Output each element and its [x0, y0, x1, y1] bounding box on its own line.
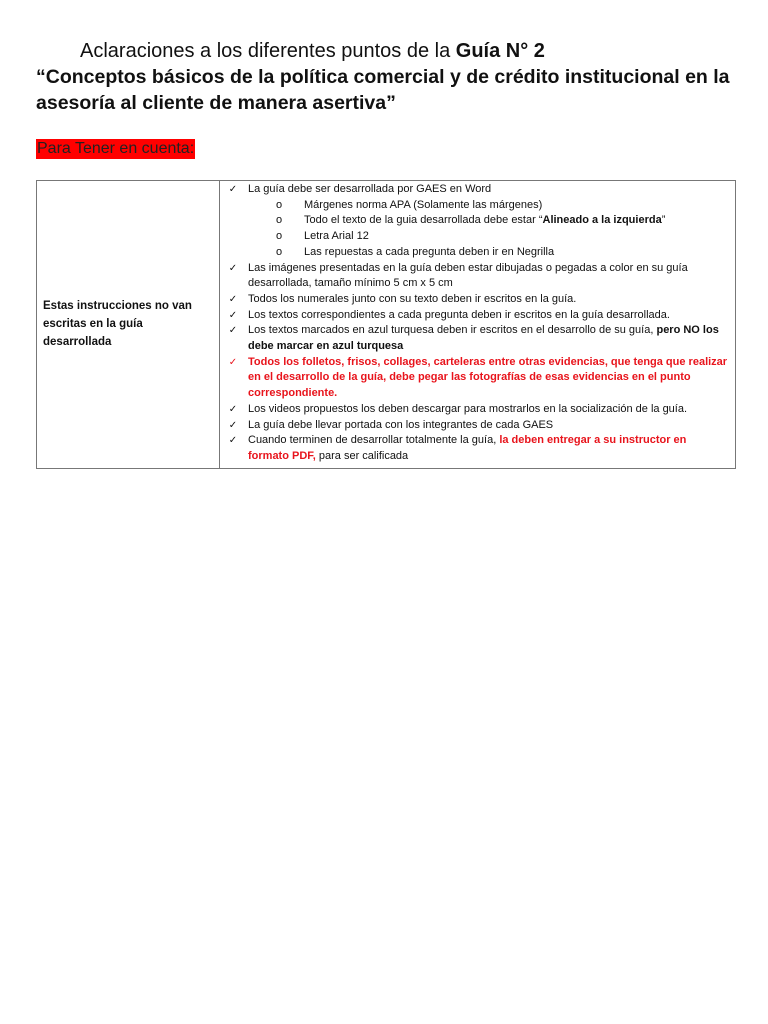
item-text: Los textos marcados en azul turquesa deben ir escritos en el desarrollo de su guía,: [248, 324, 657, 337]
check-icon: ✓: [228, 403, 238, 415]
check-icon: ✓: [228, 356, 238, 368]
check-icon: ✓: [228, 293, 238, 305]
sub-item-text: Letra Arial 12: [304, 230, 369, 243]
sub-list-item: [248, 245, 729, 261]
list-item: [226, 182, 729, 261]
guide-subtitle: “Conceptos básicos de la política comercial y de crédito institucional en la asesoría al cliente de manera asertiva”: [36, 66, 730, 114]
instructions-note-cell: Estas instrucciones no van escritas en la guía desarrollada: [37, 181, 220, 469]
list-item: [226, 261, 729, 292]
check-icon: ✓: [228, 309, 238, 321]
heading-prefix: Aclaraciones a los diferentes puntos de la: [80, 40, 456, 62]
sub-item-text: Las repuestas a cada pregunta deben ir en Negrilla: [304, 245, 555, 258]
item-text: La guía debe ser desarrollada por GAES en Word: [248, 183, 492, 195]
sub-list-item: [248, 229, 729, 245]
circle-bullet-icon: o: [276, 214, 283, 227]
item-text: Los textos correspondientes a cada pregunta deben ir escritos en la guía desarrollada.: [248, 308, 670, 321]
notice-label: Para Tener en cuenta:: [37, 140, 195, 157]
sub-item-text: Márgenes norma APA (Solamente las márgenes): [304, 198, 543, 211]
instructions-list: [226, 182, 729, 465]
sub-list-item: [248, 198, 729, 214]
item-bold-text: pero NO los debe marcar en azul turquesa: [248, 324, 719, 353]
instructions-list-cell: [220, 181, 736, 469]
check-icon: ✓: [228, 419, 238, 431]
sub-item-suffix: ”: [661, 214, 666, 227]
item-suffix: para ser calificada: [315, 449, 409, 462]
item-text: Cuando terminen de desarrollar totalmente la guía,: [248, 434, 500, 447]
list-item: [226, 355, 729, 402]
check-icon: ✓: [228, 262, 238, 274]
item-text: Los videos propuestos los deben descargar para mostrarlos en la socialización de la guía.: [248, 402, 688, 415]
sub-item-text: Todo el texto de la guia desarrollada debe estar “: [304, 214, 543, 227]
list-item: [226, 418, 729, 434]
sub-item-bold: Alineado a la izquierda: [542, 214, 662, 227]
heading-title: [80, 38, 545, 64]
list-item: [226, 308, 729, 324]
check-icon: ✓: [228, 435, 238, 447]
table-row: [37, 181, 736, 469]
list-item: [226, 323, 729, 354]
circle-bullet-icon: o: [276, 230, 283, 243]
guide-number: Guía N° 2: [455, 40, 545, 62]
list-item: [226, 433, 729, 464]
check-icon: ✓: [228, 325, 238, 337]
item-text: La guía debe llevar portada con los integrantes de cada GAES: [248, 418, 554, 431]
item-text: Todos los numerales junto con su texto deben ir escritos en la guía.: [248, 292, 577, 305]
item-red-text: Todos los folletos, frisos, collages, carteleras entre otras evidencias, que tenga que realizar en el desarrollo de la guía, debe pegar las fotografías de esas evidencias en el punto correspondiente.: [248, 355, 728, 400]
circle-bullet-icon: o: [276, 245, 283, 258]
list-item: [226, 292, 729, 308]
sub-list: [248, 198, 729, 261]
sub-list-item: [248, 213, 729, 229]
instructions-table: [36, 180, 736, 469]
check-icon: ✓: [228, 184, 238, 195]
list-item: [226, 402, 729, 418]
item-text: Las imágenes presentadas en la guía deben estar dibujadas o pegadas a color en su guía desarrollada, tamaño mínimo 5 cm x 5 cm: [248, 261, 688, 290]
item-red-text: la deben entregar a su instructor en formato PDF,: [248, 434, 687, 462]
circle-bullet-icon: o: [276, 198, 283, 211]
